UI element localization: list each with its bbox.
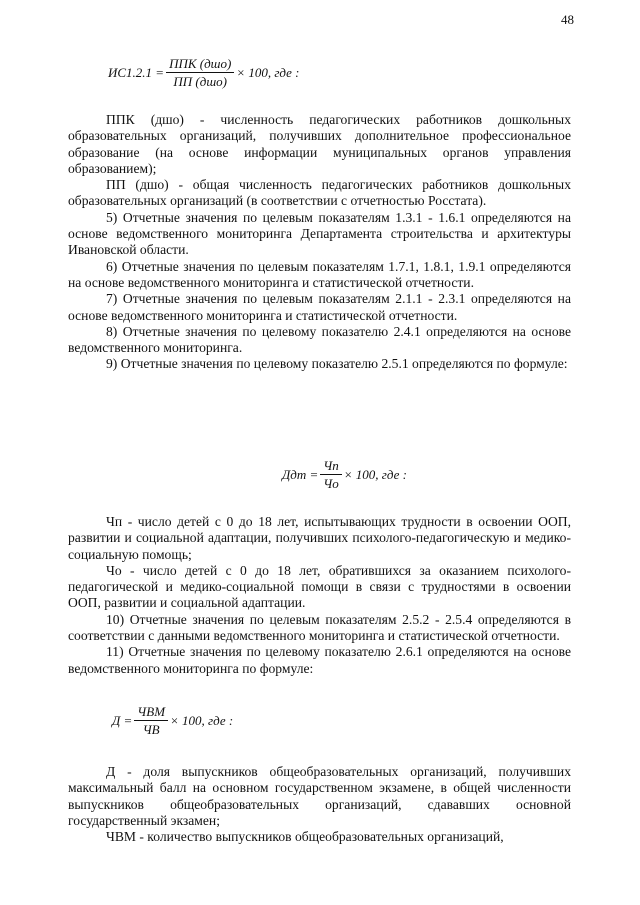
formula-lhs: Д = [112, 712, 133, 728]
paragraph: Чп - число детей с 0 до 18 лет, испытывающих трудности в освоении ООП, развитии и социальной адаптации, получивших психолого-педагогическую и медико-социальную помощь; [68, 514, 571, 562]
paragraph: 10) Отчетные значения по целевым показателям 2.5.2 - 2.5.4 определяются в соответствии с данными ведомственного мониторинга и статистической отчетности. [68, 611, 571, 644]
formula-d [112, 704, 233, 737]
text-block-a [68, 112, 571, 373]
paragraph: Д - доля выпускников общеобразовательных организаций, получивших максимальный балл на основном государственном экзамене, в общей численности выпускников общеобразовательных организаций, сдававших основной государственный экзамен; [68, 764, 571, 828]
paragraph: ППК (дшо) - численность педагогических работников дошкольных образовательных организаций, получивших дополнительное профессиональное образование (на основе информации муниципальных органов управления образованием); [68, 112, 571, 176]
formula-fraction [166, 56, 234, 89]
paragraph: 6) Отчетные значения по целевым показателям 1.7.1, 1.8.1, 1.9.1 определяются на основе ведомственного мониторинга и статистической отчетности. [68, 258, 571, 290]
text-block-c [68, 764, 571, 845]
formula-ppk [108, 56, 300, 89]
formula-tail: × 100, где : [236, 64, 300, 80]
formula-denominator: ПП (дшо) [173, 74, 227, 89]
formula-denominator: Чо [323, 476, 339, 491]
formula-lhs: ИС1.2.1 = [108, 64, 165, 80]
formula-fraction [320, 458, 341, 491]
formula-tail: × 100, где : [343, 466, 407, 482]
formula-denominator: ЧВ [142, 722, 160, 737]
paragraph: ЧВМ - количество выпускников общеобразовательных организаций, [106, 829, 504, 845]
formula-numerator: ППК (дшо) [166, 56, 234, 73]
page-number: 48 [561, 12, 574, 27]
paragraph: 11) Отчетные значения по целевому показателю 2.6.1 определяются на основе ведомственного мониторинга по формуле: [68, 644, 571, 676]
formula-tail: × 100, где : [170, 712, 234, 728]
paragraph: 9) Отчетные значения по целевому показателю 2.5.1 определяются по формуле: [106, 356, 568, 372]
paragraph: 8) Отчетные значения по целевому показателю 2.4.1 определяются на основе ведомственного мониторинга. [68, 323, 571, 356]
formula-ddt [282, 458, 407, 491]
paragraph: Чо - число детей с 0 до 18 лет, обратившихся за оказанием психолого-педагогической и медико-социальной помощи в связи с трудностями в освоении ООП, развитии и социальной адаптации. [68, 562, 571, 611]
paragraph: 5) Отчетные значения по целевым показателям 1.3.1 - 1.6.1 определяются на основе ведомственного мониторинга Департамента строительства и архитектуры Ивановской области. [68, 209, 571, 258]
formula-numerator: ЧВМ [134, 704, 168, 721]
formula-lhs: Ддт = [282, 466, 319, 482]
text-block-b [68, 514, 571, 677]
paragraph: 7) Отчетные значения по целевым показателям 2.1.1 - 2.3.1 определяются на основе ведомственного мониторинга и статистической отчетности. [68, 291, 571, 323]
formula-numerator: Чп [320, 458, 341, 475]
formula-fraction [134, 704, 168, 737]
paragraph: ПП (дшо) - общая численность педагогических работников дошкольных образовательных организаций (в соответствии с отчетностью Росстата). [68, 177, 571, 209]
